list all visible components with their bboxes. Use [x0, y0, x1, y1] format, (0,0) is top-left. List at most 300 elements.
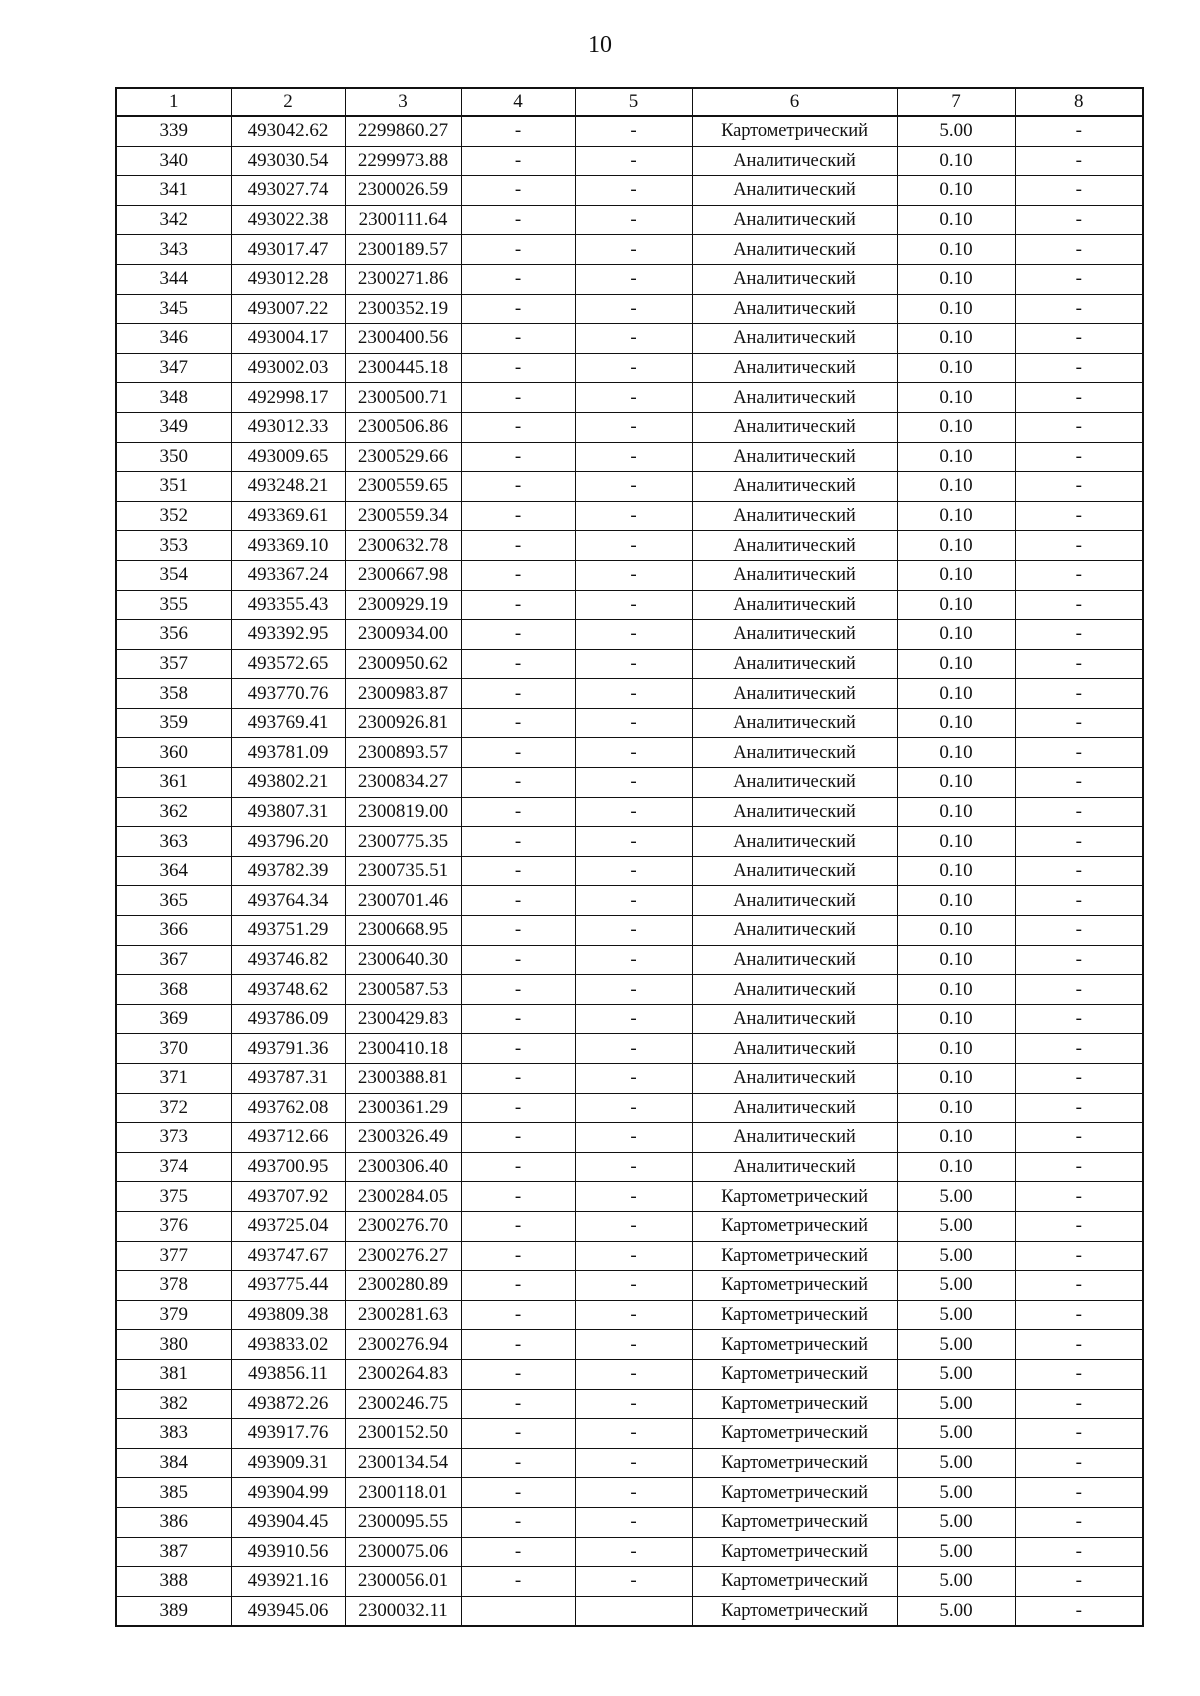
y-coordinate-cell: 2300352.19: [345, 294, 461, 324]
column-8-cell: -: [1015, 146, 1143, 176]
column-header: 6: [692, 88, 897, 116]
method-cell: Картометрический: [692, 1507, 897, 1537]
accuracy-cell: 5.00: [897, 116, 1015, 146]
table-row: [116, 116, 1143, 146]
method-cell: Аналитический: [692, 738, 897, 768]
method-cell: Картометрический: [692, 1271, 897, 1301]
table-row: [116, 383, 1143, 413]
column-8-cell: -: [1015, 590, 1143, 620]
method-cell: Аналитический: [692, 501, 897, 531]
method-cell: Картометрический: [692, 1596, 897, 1626]
accuracy-cell: 0.10: [897, 383, 1015, 413]
method-cell: Аналитический: [692, 708, 897, 738]
accuracy-cell: 0.10: [897, 649, 1015, 679]
accuracy-cell: 5.00: [897, 1596, 1015, 1626]
column-4-cell: -: [461, 1064, 575, 1094]
method-cell: Аналитический: [692, 768, 897, 798]
column-4-cell: -: [461, 827, 575, 857]
method-cell: Аналитический: [692, 264, 897, 294]
column-5-cell: -: [575, 856, 692, 886]
column-4-cell: -: [461, 264, 575, 294]
column-8-cell: -: [1015, 264, 1143, 294]
column-header: 2: [231, 88, 345, 116]
accuracy-cell: 0.10: [897, 146, 1015, 176]
column-4-cell: -: [461, 1448, 575, 1478]
table-row: [116, 1093, 1143, 1123]
method-cell: Картометрический: [692, 116, 897, 146]
x-coordinate-cell: 493762.08: [231, 1093, 345, 1123]
x-coordinate-cell: 493248.21: [231, 472, 345, 502]
column-8-cell: -: [1015, 560, 1143, 590]
column-5-cell: -: [575, 679, 692, 709]
y-coordinate-cell: 2300118.01: [345, 1478, 461, 1508]
accuracy-cell: 5.00: [897, 1478, 1015, 1508]
point-number-cell: 339: [116, 116, 231, 146]
table-row: [116, 1123, 1143, 1153]
x-coordinate-cell: 493022.38: [231, 205, 345, 235]
x-coordinate-cell: 492998.17: [231, 383, 345, 413]
method-cell: Аналитический: [692, 442, 897, 472]
accuracy-cell: 0.10: [897, 768, 1015, 798]
accuracy-cell: 0.10: [897, 679, 1015, 709]
column-8-cell: -: [1015, 620, 1143, 650]
column-4-cell: -: [461, 501, 575, 531]
column-4-cell: -: [461, 1034, 575, 1064]
method-cell: Картометрический: [692, 1448, 897, 1478]
accuracy-cell: 5.00: [897, 1241, 1015, 1271]
column-8-cell: -: [1015, 116, 1143, 146]
x-coordinate-cell: 493030.54: [231, 146, 345, 176]
x-coordinate-cell: 493809.38: [231, 1300, 345, 1330]
column-5-cell: -: [575, 1241, 692, 1271]
column-5-cell: -: [575, 560, 692, 590]
table-row: [116, 264, 1143, 294]
column-8-cell: -: [1015, 975, 1143, 1005]
column-5-cell: -: [575, 1359, 692, 1389]
x-coordinate-cell: 493748.62: [231, 975, 345, 1005]
column-4-cell: -: [461, 1004, 575, 1034]
table-row: [116, 945, 1143, 975]
y-coordinate-cell: 2300640.30: [345, 945, 461, 975]
accuracy-cell: 5.00: [897, 1448, 1015, 1478]
method-cell: Аналитический: [692, 531, 897, 561]
x-coordinate-cell: 493572.65: [231, 649, 345, 679]
method-cell: Картометрический: [692, 1537, 897, 1567]
method-cell: Аналитический: [692, 916, 897, 946]
column-8-cell: -: [1015, 1152, 1143, 1182]
accuracy-cell: 5.00: [897, 1567, 1015, 1597]
column-8-cell: -: [1015, 679, 1143, 709]
column-4-cell: -: [461, 353, 575, 383]
y-coordinate-cell: 2300667.98: [345, 560, 461, 590]
column-5-cell: -: [575, 531, 692, 561]
column-5-cell: -: [575, 768, 692, 798]
accuracy-cell: 0.10: [897, 827, 1015, 857]
accuracy-cell: 5.00: [897, 1359, 1015, 1389]
point-number-cell: 372: [116, 1093, 231, 1123]
column-8-cell: -: [1015, 797, 1143, 827]
method-cell: Картометрический: [692, 1241, 897, 1271]
table-row: [116, 797, 1143, 827]
column-4-cell: -: [461, 1419, 575, 1449]
column-5-cell: -: [575, 827, 692, 857]
method-cell: Аналитический: [692, 294, 897, 324]
column-5-cell: -: [575, 590, 692, 620]
accuracy-cell: 0.10: [897, 1093, 1015, 1123]
point-number-cell: 375: [116, 1182, 231, 1212]
method-cell: Аналитический: [692, 176, 897, 206]
table-row: [116, 738, 1143, 768]
column-8-cell: -: [1015, 886, 1143, 916]
column-8-cell: -: [1015, 235, 1143, 265]
y-coordinate-cell: 2300095.55: [345, 1507, 461, 1537]
accuracy-cell: 0.10: [897, 442, 1015, 472]
column-header: 1: [116, 88, 231, 116]
y-coordinate-cell: 2300111.64: [345, 205, 461, 235]
column-5-cell: -: [575, 1152, 692, 1182]
column-8-cell: -: [1015, 1537, 1143, 1567]
column-4-cell: [461, 1596, 575, 1626]
table-row: [116, 353, 1143, 383]
method-cell: Аналитический: [692, 353, 897, 383]
y-coordinate-cell: 2300400.56: [345, 324, 461, 354]
x-coordinate-cell: 493747.67: [231, 1241, 345, 1271]
x-coordinate-cell: 493775.44: [231, 1271, 345, 1301]
point-number-cell: 373: [116, 1123, 231, 1153]
column-5-cell: -: [575, 1478, 692, 1508]
accuracy-cell: 5.00: [897, 1537, 1015, 1567]
point-number-cell: 351: [116, 472, 231, 502]
method-cell: Аналитический: [692, 1064, 897, 1094]
accuracy-cell: 0.10: [897, 975, 1015, 1005]
y-coordinate-cell: 2300056.01: [345, 1567, 461, 1597]
point-number-cell: 354: [116, 560, 231, 590]
column-4-cell: -: [461, 1241, 575, 1271]
point-number-cell: 346: [116, 324, 231, 354]
accuracy-cell: 0.10: [897, 531, 1015, 561]
column-8-cell: -: [1015, 1004, 1143, 1034]
y-coordinate-cell: 2300032.11: [345, 1596, 461, 1626]
y-coordinate-cell: 2300950.62: [345, 649, 461, 679]
column-5-cell: -: [575, 1419, 692, 1449]
accuracy-cell: 0.10: [897, 264, 1015, 294]
accuracy-cell: 0.10: [897, 738, 1015, 768]
column-4-cell: -: [461, 1478, 575, 1508]
y-coordinate-cell: 2300587.53: [345, 975, 461, 1005]
x-coordinate-cell: 493367.24: [231, 560, 345, 590]
point-number-cell: 350: [116, 442, 231, 472]
column-4-cell: -: [461, 146, 575, 176]
method-cell: Аналитический: [692, 324, 897, 354]
column-8-cell: -: [1015, 708, 1143, 738]
column-8-cell: -: [1015, 531, 1143, 561]
table-row: [116, 176, 1143, 206]
y-coordinate-cell: 2300983.87: [345, 679, 461, 709]
x-coordinate-cell: 493921.16: [231, 1567, 345, 1597]
table-row: [116, 1567, 1143, 1597]
column-4-cell: -: [461, 324, 575, 354]
point-number-cell: 379: [116, 1300, 231, 1330]
column-4-cell: -: [461, 856, 575, 886]
column-header: 5: [575, 88, 692, 116]
column-8-cell: -: [1015, 501, 1143, 531]
point-number-cell: 356: [116, 620, 231, 650]
table-row: [116, 442, 1143, 472]
method-cell: Аналитический: [692, 146, 897, 176]
y-coordinate-cell: 2300559.34: [345, 501, 461, 531]
method-cell: Аналитический: [692, 856, 897, 886]
x-coordinate-cell: 493700.95: [231, 1152, 345, 1182]
x-coordinate-cell: 493012.28: [231, 264, 345, 294]
point-number-cell: 388: [116, 1567, 231, 1597]
y-coordinate-cell: 2300735.51: [345, 856, 461, 886]
column-8-cell: -: [1015, 442, 1143, 472]
x-coordinate-cell: 493002.03: [231, 353, 345, 383]
accuracy-cell: 0.10: [897, 353, 1015, 383]
column-5-cell: -: [575, 797, 692, 827]
column-5-cell: -: [575, 1330, 692, 1360]
column-8-cell: -: [1015, 383, 1143, 413]
y-coordinate-cell: 2300276.70: [345, 1211, 461, 1241]
point-number-cell: 347: [116, 353, 231, 383]
point-number-cell: 349: [116, 412, 231, 442]
column-4-cell: -: [461, 679, 575, 709]
method-cell: Аналитический: [692, 412, 897, 442]
x-coordinate-cell: 493017.47: [231, 235, 345, 265]
x-coordinate-cell: 493392.95: [231, 620, 345, 650]
point-number-cell: 345: [116, 294, 231, 324]
column-5-cell: -: [575, 1389, 692, 1419]
method-cell: Аналитический: [692, 1093, 897, 1123]
y-coordinate-cell: 2300701.46: [345, 886, 461, 916]
x-coordinate-cell: 493796.20: [231, 827, 345, 857]
point-number-cell: 357: [116, 649, 231, 679]
x-coordinate-cell: 493945.06: [231, 1596, 345, 1626]
column-4-cell: -: [461, 797, 575, 827]
column-4-cell: -: [461, 1211, 575, 1241]
column-4-cell: -: [461, 235, 575, 265]
column-8-cell: -: [1015, 1419, 1143, 1449]
table-row: [116, 1182, 1143, 1212]
y-coordinate-cell: 2300271.86: [345, 264, 461, 294]
column-4-cell: -: [461, 1271, 575, 1301]
y-coordinate-cell: 2300893.57: [345, 738, 461, 768]
method-cell: Картометрический: [692, 1389, 897, 1419]
table-row: [116, 501, 1143, 531]
method-cell: Картометрический: [692, 1182, 897, 1212]
point-number-cell: 341: [116, 176, 231, 206]
table-row: [116, 531, 1143, 561]
column-8-cell: -: [1015, 176, 1143, 206]
column-5-cell: -: [575, 975, 692, 1005]
table-row: [116, 205, 1143, 235]
column-5-cell: -: [575, 1182, 692, 1212]
column-5-cell: [575, 1596, 692, 1626]
column-5-cell: -: [575, 324, 692, 354]
accuracy-cell: 5.00: [897, 1182, 1015, 1212]
x-coordinate-cell: 493791.36: [231, 1034, 345, 1064]
x-coordinate-cell: 493012.33: [231, 412, 345, 442]
point-number-cell: 344: [116, 264, 231, 294]
point-number-cell: 369: [116, 1004, 231, 1034]
method-cell: Аналитический: [692, 649, 897, 679]
accuracy-cell: 5.00: [897, 1389, 1015, 1419]
column-4-cell: -: [461, 1300, 575, 1330]
method-cell: Картометрический: [692, 1330, 897, 1360]
column-4-cell: -: [461, 916, 575, 946]
x-coordinate-cell: 493856.11: [231, 1359, 345, 1389]
point-number-cell: 367: [116, 945, 231, 975]
point-number-cell: 342: [116, 205, 231, 235]
column-5-cell: -: [575, 442, 692, 472]
table-row: [116, 620, 1143, 650]
method-cell: Аналитический: [692, 945, 897, 975]
column-4-cell: -: [461, 1182, 575, 1212]
table-row: [116, 1478, 1143, 1508]
y-coordinate-cell: 2300189.57: [345, 235, 461, 265]
column-8-cell: -: [1015, 916, 1143, 946]
accuracy-cell: 0.10: [897, 708, 1015, 738]
accuracy-cell: 0.10: [897, 294, 1015, 324]
column-8-cell: -: [1015, 1448, 1143, 1478]
table-row: [116, 886, 1143, 916]
column-8-cell: -: [1015, 1300, 1143, 1330]
y-coordinate-cell: 2300284.05: [345, 1182, 461, 1212]
x-coordinate-cell: 493872.26: [231, 1389, 345, 1419]
method-cell: Аналитический: [692, 235, 897, 265]
column-8-cell: -: [1015, 1330, 1143, 1360]
point-number-cell: 359: [116, 708, 231, 738]
column-4-cell: -: [461, 442, 575, 472]
table-row: [116, 1034, 1143, 1064]
method-cell: Картометрический: [692, 1478, 897, 1508]
column-4-cell: -: [461, 649, 575, 679]
column-8-cell: -: [1015, 768, 1143, 798]
x-coordinate-cell: 493042.62: [231, 116, 345, 146]
table-row: [116, 768, 1143, 798]
method-cell: Картометрический: [692, 1211, 897, 1241]
column-5-cell: -: [575, 620, 692, 650]
table-row: [116, 1271, 1143, 1301]
table-row: [116, 590, 1143, 620]
x-coordinate-cell: 493781.09: [231, 738, 345, 768]
column-4-cell: -: [461, 560, 575, 590]
table-row: [116, 1152, 1143, 1182]
column-4-cell: -: [461, 176, 575, 206]
column-8-cell: -: [1015, 738, 1143, 768]
y-coordinate-cell: 2300926.81: [345, 708, 461, 738]
column-4-cell: -: [461, 1123, 575, 1153]
point-number-cell: 365: [116, 886, 231, 916]
column-5-cell: -: [575, 472, 692, 502]
table-row: [116, 1330, 1143, 1360]
column-4-cell: -: [461, 1507, 575, 1537]
y-coordinate-cell: 2300506.86: [345, 412, 461, 442]
point-number-cell: 348: [116, 383, 231, 413]
point-number-cell: 353: [116, 531, 231, 561]
y-coordinate-cell: 2300388.81: [345, 1064, 461, 1094]
point-number-cell: 370: [116, 1034, 231, 1064]
point-number-cell: 386: [116, 1507, 231, 1537]
table-body: [116, 116, 1143, 1626]
method-cell: Картометрический: [692, 1300, 897, 1330]
method-cell: Аналитический: [692, 797, 897, 827]
method-cell: Аналитический: [692, 620, 897, 650]
method-cell: Аналитический: [692, 205, 897, 235]
x-coordinate-cell: 493910.56: [231, 1537, 345, 1567]
column-8-cell: -: [1015, 1507, 1143, 1537]
column-5-cell: -: [575, 1567, 692, 1597]
table-row: [116, 975, 1143, 1005]
y-coordinate-cell: 2300410.18: [345, 1034, 461, 1064]
point-number-cell: 371: [116, 1064, 231, 1094]
column-8-cell: -: [1015, 1123, 1143, 1153]
x-coordinate-cell: 493802.21: [231, 768, 345, 798]
y-coordinate-cell: 2300326.49: [345, 1123, 461, 1153]
method-cell: Аналитический: [692, 560, 897, 590]
column-8-cell: -: [1015, 856, 1143, 886]
column-8-cell: -: [1015, 294, 1143, 324]
y-coordinate-cell: 2300276.27: [345, 1241, 461, 1271]
accuracy-cell: 5.00: [897, 1211, 1015, 1241]
table-row: [116, 324, 1143, 354]
table-row: [116, 235, 1143, 265]
column-4-cell: -: [461, 1359, 575, 1389]
table-row: [116, 1241, 1143, 1271]
method-cell: Аналитический: [692, 1123, 897, 1153]
x-coordinate-cell: 493004.17: [231, 324, 345, 354]
y-coordinate-cell: 2300445.18: [345, 353, 461, 383]
accuracy-cell: 5.00: [897, 1300, 1015, 1330]
column-8-cell: -: [1015, 1271, 1143, 1301]
point-number-cell: 343: [116, 235, 231, 265]
accuracy-cell: 5.00: [897, 1507, 1015, 1537]
y-coordinate-cell: 2300934.00: [345, 620, 461, 650]
table-row: [116, 827, 1143, 857]
column-4-cell: -: [461, 620, 575, 650]
column-4-cell: -: [461, 531, 575, 561]
y-coordinate-cell: 2300429.83: [345, 1004, 461, 1034]
accuracy-cell: 0.10: [897, 1034, 1015, 1064]
y-coordinate-cell: 2300280.89: [345, 1271, 461, 1301]
point-number-cell: 362: [116, 797, 231, 827]
column-5-cell: -: [575, 738, 692, 768]
column-5-cell: -: [575, 886, 692, 916]
y-coordinate-cell: 2300632.78: [345, 531, 461, 561]
accuracy-cell: 5.00: [897, 1271, 1015, 1301]
x-coordinate-cell: 493009.65: [231, 442, 345, 472]
column-5-cell: -: [575, 383, 692, 413]
point-number-cell: 387: [116, 1537, 231, 1567]
method-cell: Аналитический: [692, 975, 897, 1005]
accuracy-cell: 0.10: [897, 235, 1015, 265]
column-4-cell: -: [461, 590, 575, 620]
y-coordinate-cell: 2300500.71: [345, 383, 461, 413]
column-header: 3: [345, 88, 461, 116]
point-number-cell: 366: [116, 916, 231, 946]
table-row: [116, 472, 1143, 502]
column-8-cell: -: [1015, 1241, 1143, 1271]
table-row: [116, 1419, 1143, 1449]
column-4-cell: -: [461, 1567, 575, 1597]
x-coordinate-cell: 493712.66: [231, 1123, 345, 1153]
column-4-cell: -: [461, 1093, 575, 1123]
point-number-cell: 352: [116, 501, 231, 531]
column-5-cell: -: [575, 1004, 692, 1034]
column-5-cell: -: [575, 116, 692, 146]
y-coordinate-cell: 2300134.54: [345, 1448, 461, 1478]
column-4-cell: -: [461, 708, 575, 738]
